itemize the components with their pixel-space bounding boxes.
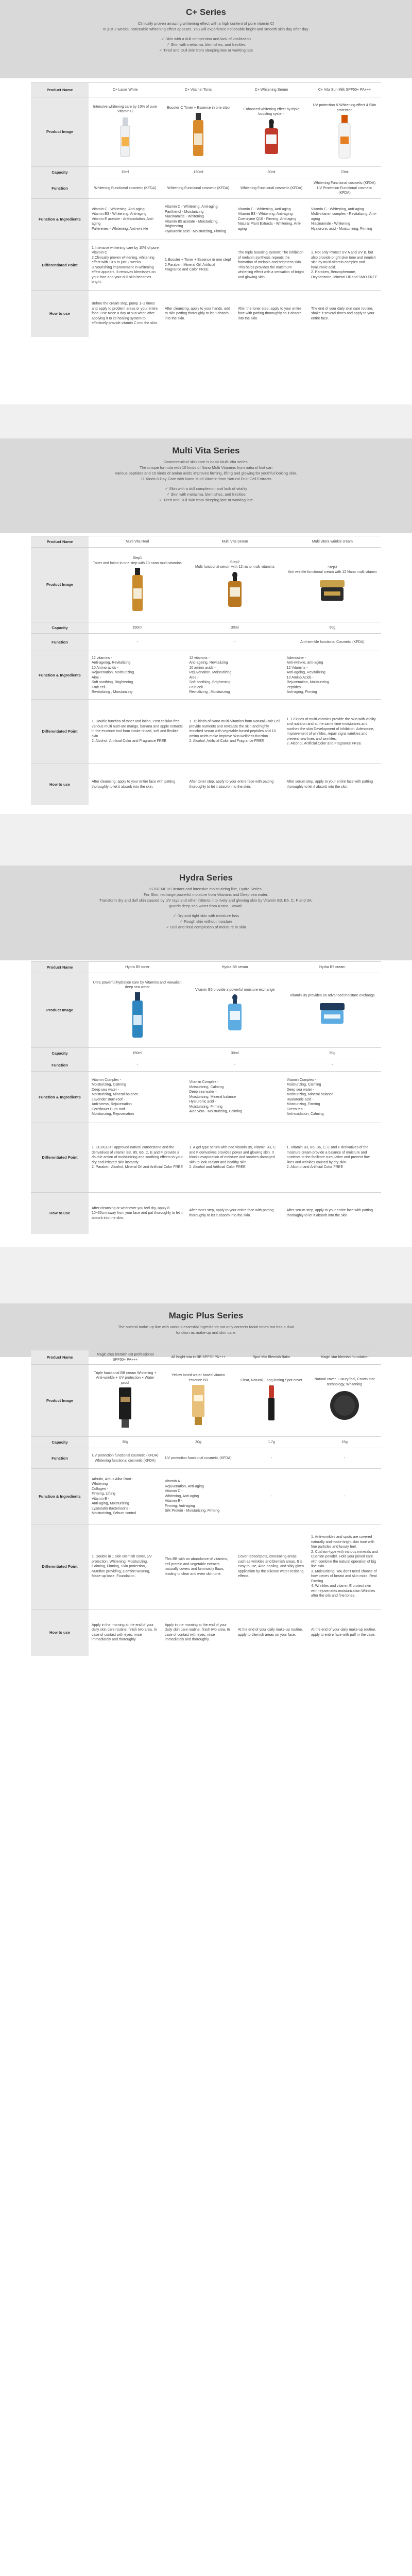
cell-name: All bright vita in BB SPF30 PA+++ [162,1350,235,1365]
product-table-magicplus [31,1350,381,1656]
cell-ingredients: Vitamin C - Whitening, Anti-aging Vitamin B3 - Whitening, Anti-aging Coenzyme Q10 - Firming, Anti-aging Natural Plant Extracts - Whitening, Anti-aging [235,199,308,240]
cell-howto: At the end of your daily make-up routine, apply to entire face with puff in the case. [308,1609,381,1656]
series-multivita [0,438,412,533]
label-capacity: Capacity [31,1048,89,1059]
cell-name: Hydra B5 cream [284,962,381,973]
label-ingredients: Function & Ingredients [31,1072,89,1123]
row-ingredients [31,199,381,240]
cell-function: Whitening Functional cosmetic (KFDA) [89,178,162,199]
series-hydra [0,866,412,960]
series-bullets: ✓ Skin with a dull complexion and lack of vitalization ✓ Skin with melasma, blemishes, and freckles ✓ Tired and Dull skin from sleeping late or working late [159,37,253,53]
cell-image: Enhanced whitening effect by triple boosting system [235,97,308,167]
cell-diff: 1. 12 kinds of multi-vitamins provide the skin with vitality and nutrition and at the same time moisturizes and soothes the skin Development of Inhibition. Adenosine, Improvement of wrinkles, repair signs wrinkles and prevent new lines and wrinkles. 2. Alcohol, Artificial Color and Fragrance FREE [284,700,381,764]
cell-image: UV protection & Whitening effect 4 Skin protection [308,97,381,167]
cell-function: Whitening Functional cosmetic (KFDA) UV Protection Functional cosmetic (KFDA) [308,178,381,199]
series-title: Magic Plus Series [168,1311,244,1320]
cell-ingredients: Vitamin C - Whitening, Anti-aging Panthenol - Moisturizing Niacinamide - Whitening Vitamin B5 acetate - Moisturizing, Brightening Hyaluronic acid - Moisturizing, Firming [162,199,235,240]
label-product-image: Product Image [31,973,89,1048]
cell-name: Multi Vita Real [89,536,186,548]
cell-image: Vitamin B5 provides an advanced moisture exchange [284,973,381,1048]
cell-capacity: 15ml [89,167,162,178]
cell-capacity: 150ml [89,1048,186,1059]
product-image-laser-white [117,116,133,158]
product-image-vitamin-tonic [191,113,206,157]
label-product-name: Product Name [31,536,89,548]
cell-name: C+ Vita Sun Milk SPF50+ PA+++ [308,83,381,97]
row-capacity [31,622,381,634]
label-diff: Differentiated Point [31,240,89,291]
row-function [31,1448,381,1469]
cell-image: Triple functional BB cream Whitening + Anti-wrinkle + UV protection + Water proof [89,1365,162,1437]
label-product-name: Product Name [31,962,89,973]
label-capacity: Capacity [31,167,89,178]
cell-function: - [235,1448,308,1469]
cell-image: Yellow toned water based vitamin essence BB [162,1365,235,1437]
cell-image: Step2 Multi functional serum with 12 nano multi vitamins [186,548,283,622]
cell-ingredients: 12 vitamins - Anti-ageing, Revitalizing 10 amino acids - Rejuvenation, Moisturizing Aloe - Soft soothing, Brightening Fruit cell - Revitalizing , Moisturizing [186,651,283,700]
cell-diff: 1. Double function of toner and lotion, Post cellular-free various multi nutri-ate mango, banana and apple extracts in the essence tool from intake rinsed, soft and flexible skin. 2. Alcohol, Artificial Color and Fragrance FREE [89,700,186,764]
cell-capacity: 70ml [308,167,381,178]
row-function [31,1059,381,1072]
label-product-name: Product Name [31,83,89,97]
cell-function: UV protection functional cosmetic (KFDA) [162,1448,235,1469]
row-product-image [31,1365,381,1437]
product-image-spot-balm [267,1385,276,1421]
cell-function: Whitening Functional cosmetic (KFDA) [162,178,235,199]
row-product-name [31,962,381,973]
series-title: Multi Vita Series [172,446,240,455]
cell-function: - [186,1059,283,1072]
row-howto [31,1609,381,1656]
cell-ingredients: Vitamin Complex - Moisturizing, Calming Deep sea water - Moisturizing, Mineral balance Hyaluronic acid - Moisturizing, Firming Aloe vera - Moisturizing, Calming [186,1072,283,1123]
cell-diff: 1.Booster + Toner + Essence in one step! 2.Paraben, Mineral Oil, Artificial Fragrance and Color FREE [162,240,235,291]
label-diff: Differentiated Point [31,1524,89,1609]
cell-howto: After toner step, apply to your entire face with patting thoroughly to let it absorb into the skin. [186,1193,283,1234]
cell-howto: At the end of your daily make-up routine, apply to blemish areas on your face. [235,1609,308,1656]
cell-howto: Apply in the morning at the end of your daily skin care routine, finish two area. In case of contact with eyes, rinse immediately and thoroughly. [89,1609,162,1656]
label-function: Function [31,1448,89,1469]
label-product-image: Product Image [31,1365,89,1437]
label-howto: How to use [31,764,89,805]
product-image-vita-bb [191,1385,206,1426]
product-image-star-foundation [328,1389,361,1422]
cell-function: - [89,634,186,651]
label-diff: Differentiated Point [31,700,89,764]
series-bullets: ✓ Skin with a dull complexion and lack of vitality ✓ Skin with melasma, blemishes, and freckles ✓ Tired and Dull skin from sleeping late or working late [159,486,253,502]
cell-function: - [284,1059,381,1072]
row-product-name [31,536,381,548]
cell-ingredients: Vitamin A - Rejuvenation, Anti-aging Vitamin C - Whitening, Anti-aging Vitamin E - Firming, Anti-aging Silk Protein - Moisturizing, Firming [162,1469,235,1524]
row-function [31,634,381,651]
series-header [0,438,412,533]
cell-capacity: 130ml [162,167,235,178]
cell-diff: This BB with an abundance of vitamins, cell protein and vegetable extracts naturally covers and luminosity flaws, leading to clear and even skin tone. [162,1524,235,1609]
row-product-name [31,83,381,97]
label-product-image: Product Image [31,548,89,622]
cell-diff: 1. Double in 1 skin Blemish cover, UV protection, Whitening, Moisturizing, Calming, Firming, Skin protection, Nutrition providing, Comfort wearing, Make-up base, Foundation. [89,1524,162,1609]
cell-howto: After the toner step, apply to your entire face with patting thoroughly so it absorb into the skin. [235,291,308,337]
label-ingredients: Function & Ingredients [31,199,89,240]
row-diff [31,1123,381,1193]
cell-diff: 1.Intensive whitening care by 10% of pure Vitamin C 2.Clinically proven whitening, whitening effect with 10% in just 2 weeks 3.Nourishing improvement in whitening effect appears. It removes blemishes on your face and your dull skin becomes bright. [89,240,162,291]
cell-ingredients: Vitamin Complex - Moisturizing, Calming Deep sea water - Moisturizing, Mineral balance Hyaluronic acid - Moisturizing, Firming Green tea - Anti-oxidation, Calming [284,1072,381,1123]
row-function [31,178,381,199]
row-howto [31,764,381,805]
series-header [0,866,412,960]
cell-name: Magic star blemish foundation [308,1350,381,1365]
cell-name: Spot Mix Blemish Balm [235,1350,308,1365]
row-ingredients [31,1072,381,1123]
cell-name: Hydra B5 toner [89,962,186,973]
product-image-multi-vita-serum [226,572,244,608]
product-image-blemish-bb [117,1387,133,1429]
cell-ingredients: Arbutin, Arbus Alba Root - Whitening Collagen - Firming, Lifting Vitamin E - Anti-aging, Moisturizing Lysostatin Bacteriocins - Moisturizing, Sebum control [89,1469,162,1524]
cell-function: UV protection functional cosmetic (KFDA) Whitening functional cosmetic (KFDA) [89,1448,162,1469]
series-intro: Clinically proven amazing whitening effect with a high content of pure vitamin C! In just 2 weeks, noticeable whitening effect appears. You will experience noticeable bright and smooth skin day after day. [103,21,309,31]
label-howto: How to use [31,291,89,337]
cell-ingredients: - [235,1469,308,1524]
cell-capacity: 150ml [89,622,186,634]
product-image-multi-vita-cream [318,577,347,603]
cell-name: C+ Laser White [89,83,162,97]
cell-image: Clear, Natural, Long lasting Spot cover [235,1365,308,1437]
cell-function: - [89,1059,186,1072]
cell-howto: The end of your daily skin care routine, shake it several times and apply to your entire face. [308,291,381,337]
series-cplus [0,0,412,78]
cell-image: Intensive whitening care by 10% of pure Vitamin C [89,97,162,167]
cell-ingredients: Adenosine - Anti-wrinkle, anti-aging 12 Vitamins - Anti-ageing, Revitalizing 10 Amino Acids - Rejuvenation, Moisturizing Peptides - Anti-aging, Firming [284,651,381,700]
cell-capacity: 1.7g [235,1437,308,1448]
cell-name: Multi vitera wrinkle cream [284,536,381,548]
cell-image: Vitamin B5 provide a powerful moisture exchange [186,973,283,1048]
cell-capacity: 30g [89,1437,162,1448]
cell-function: - [186,634,283,651]
row-ingredients [31,1469,381,1524]
cell-diff: Cover tattoo/spots, concealing areas such as wrinkles and blemish areas. It is easy to use, Aloe-healing, and silky given application by the silicone water-resisting effects. [235,1524,308,1609]
cell-diff: The triple boosting system: The inhibition of melanin synthesis repeats the formation of melanin and brightens skin. This helps provides the maximum whitening effect with a sensation of bright and glowing skin. [235,240,308,291]
cell-ingredients: Vitamin Complex - Moisturizing, Calming Deep sea water - Moisturizing, Mineral balance Lavender Burn roof - Anti-stress, Rejuvenation Cornflower Burn roof - Moisturizing, Rejuvenation [89,1072,186,1123]
cell-capacity: 15g [308,1437,381,1448]
series-magicplus [0,1303,412,1357]
cell-image: Step3 Anti wrinkle functional cream with 12 Nano multi vitamin [284,548,381,622]
cell-name: C+ Whitening Serum [235,83,308,97]
cell-diff: 1. A gel type serum with neo vitamin B5, vitamin B3, C and F derivatives provides power and glowing skin. It blocks evaporation of moisture and soothes damaged skin to look radiant and healthy skin. 2. Alcohol and Artificial Color FREE [186,1123,283,1193]
product-image-hydra-serum [226,994,244,1031]
row-product-name [31,1350,381,1365]
cell-ingredients: Vitamin C - Whitening, Anti-aging Multi-vitamin complex - Revitalizing, Anti-aging Niacinamide - Whitening Hyaluronic acid - Moisturizing, Firming [308,199,381,240]
cell-ingredients: - [308,1469,381,1524]
section-spacer [0,404,412,438]
cell-capacity: 50g [284,1048,381,1059]
cell-capacity: 50g [284,622,381,634]
product-image-whitening-serum [262,119,281,155]
product-table-cplus [31,82,381,337]
label-ingredients: Function & Ingredients [31,651,89,700]
cell-image: Natural cover, Luxury feel, Crown star technology, Whitening [308,1365,381,1437]
cell-capacity: 30ml [186,622,283,634]
cell-image: Ultra powerful hydration care by Vitamins and Hawaiian deep sea water [89,973,186,1048]
label-product-name: Product Name [31,1350,89,1365]
cell-diff: 1. ECOCERT approved natural cornerstone and the derivatives of vitamin B3, B5, B6, C, E and F, provide a double action of moisturizing and soothing effects to your dry and irritated skin instantly. 2. Paraben, Alcohol, Mineral Oil and Artificial Color FREE [89,1123,186,1193]
series-intro: Cosmeceutical skin care is basic Multi Vita series. The unique formula with 10 kinds of Nano Multi Vitamins from natural fruit can various peptides and 10 kinds of amino acids improves firming, lifting and glowing for youthful looking skin. 11 Kinds 8 Day Care with Nano Multi Vitamin from Natural Fruit Cell Extracts [115,460,297,481]
row-diff [31,700,381,764]
cell-function: - [308,1448,381,1469]
row-product-image [31,973,381,1048]
row-diff [31,1524,381,1609]
cell-ingredients: Vitamin C - Whitening, Anti-aging Vitamin B3 - Whitening, Anti-aging Vitamin E acetate - Anti-oxidation, Anti-aging Fullerenes - Whitening, Anti-wrinkle [89,199,162,240]
cell-image: Step1 Toner and lotion in one step with 10 nano multi vitamins [89,548,186,622]
series-title: Hydra Series [179,873,233,883]
row-capacity [31,1437,381,1448]
product-image-multi-vita-real [130,568,145,612]
cell-howto: After cleansing or whenever you feel dry, apply 8-10~30cm away from your face and pat thoroughly to let it absorb into the skin. [89,1193,186,1234]
row-howto [31,291,381,337]
row-capacity [31,167,381,178]
label-product-image: Product Image [31,97,89,167]
label-capacity: Capacity [31,622,89,634]
label-function: Function [31,1059,89,1072]
series-header [0,0,412,78]
product-image-hydra-toner [130,992,145,1039]
cell-howto: Before the cream step, pump 1~2 times and apply to problem areas or your entire face. Use twice a day at sun when after applying it to its healing system to effectively provide vitamin C into the skin. [89,291,162,337]
cell-name: Multi Vita Serum [186,536,283,548]
cell-capacity: 30ml [186,1048,283,1059]
cell-name: C+ Vitamin Tonic [162,83,235,97]
series-bullets: ✓ Dry and tight skin with moisture loss ✓ Rough skin without moisture ✓ Dull and tired complexion of moisture in skin [166,913,246,929]
label-howto: How to use [31,1609,89,1656]
series-intro: ISTREMEUS instant and intensive moisturizing line, Hydra Series. For Skin, recharge powerful moisture from Vitamins and Deep sea water. Transform dry and dull skin caused by UV rays and other irritants into lively and glowing skin by Vitamin B3, B5, C, F and 3A. guards deep sea water from Korea, Hawaii. [99,887,313,908]
cell-function: Anti-wrinkle functional Cosmetic (KFDA) [284,634,381,651]
cell-function: Whitening Functional cosmetic (KFDA) [235,178,308,199]
product-table-hydra [31,961,381,1234]
label-diff: Differentiated Point [31,1123,89,1193]
cell-name: Hydra B5 serum [186,962,283,973]
series-title: C+ Series [186,7,226,17]
cell-howto: After serum step, apply to your entire face with patting thoroughly to let it absorb into the skin. [284,764,381,805]
cell-capacity: 30g [162,1437,235,1448]
row-diff [31,240,381,291]
cell-howto: Apply in the morning at the end of your daily skin care routine, finish two area. In case of contact with eyes, rinse immediately and thoroughly. [162,1609,235,1656]
series-header [0,1303,412,1357]
row-capacity [31,1048,381,1059]
cell-howto: After toner step, apply to your entire face with patting thoroughly to let it absorb into the skin. [186,764,283,805]
product-image-hydra-cream [318,1000,347,1026]
cell-howto: After cleansing, apply to your hands, add to skin patting thoroughly to let it absorb into the skin. [162,291,235,337]
cell-image: Booster C Toner + Essence in one step [162,97,235,167]
label-function: Function [31,178,89,199]
cell-ingredients: 12 vitamins - Anti-ageing, Revitalizing 10 Amino acids - Rejuvenation, Moisturizing Aloe - Soft soothing, Brightening Fruit cell - Revitalizing , Moisturizing [89,651,186,700]
product-table-multivita [31,536,381,805]
section-spacer [0,814,412,866]
series-intro: The special make-up line with various essential ingredients not only corrects facial tones but has a dual function as make-up and skin care. [118,1325,294,1335]
product-image-vita-sun-milk [337,115,352,159]
row-ingredients [31,651,381,700]
cell-diff: 1. Vitamin B3, B5, B6, C, E and F derivatives of the moisture cream provide a balance of moisture and nutrients to the facilitate cumulative and prevent fine lines and wrinkles caused by dry skin. 2. Alcohol and Artificial Color FREE [284,1123,381,1193]
label-ingredients: Function & Ingredients [31,1469,89,1524]
cell-capacity: 30ml [235,167,308,178]
label-capacity: Capacity [31,1437,89,1448]
cell-diff: 1. 12 kinds of Nano multi-Vitamins from Natural Fruit Cell provide nutrients and revitalize the skin and highly enriched serum with vegetable-based peptides and 10 amino acids make improve skin wellness function 2. Alcohol, Artificial Color and Fragrance FREE [186,700,283,764]
cell-howto: After serum step, apply to your entire face with patting thoroughly to let it absorb into the skin. [284,1193,381,1234]
label-howto: How to use [31,1193,89,1234]
cell-diff: 1. Anti-wrinkles and spots are covered naturally and make bright skin tone with fine particles and luxury feel. 2. Cushion-type with various minerals and Cushion powder. Hold your joined care with combine the natural operation of big line skin. 3. Moisturizing: You don't need choose of how pieces of breast and skin mold. Real Firming 4. Wrinkles and vitamin E protect skin with rejuvenates moisturization Wrinkles after the oils and fine tones. [308,1524,381,1609]
cell-name: Magic plus blemish BB professional SPF50+ PA+++ [89,1350,162,1365]
cell-diff: 1. Not only Protect UV A and UV B, but also provide bright skin tone and nourish skin by multi-vitamin complex and hyaluronic acid. 2. Paraben, Benzophenone, Oxybenzone, Mineral Oil and SMO FREE [308,240,381,291]
section-spacer [0,1247,412,1303]
label-function: Function [31,634,89,651]
cell-howto: After cleansing, apply to your entire face with patting thoroughly to let it absorb into the skin. [89,764,186,805]
row-product-image [31,548,381,622]
row-howto [31,1193,381,1234]
row-product-image [31,97,381,167]
